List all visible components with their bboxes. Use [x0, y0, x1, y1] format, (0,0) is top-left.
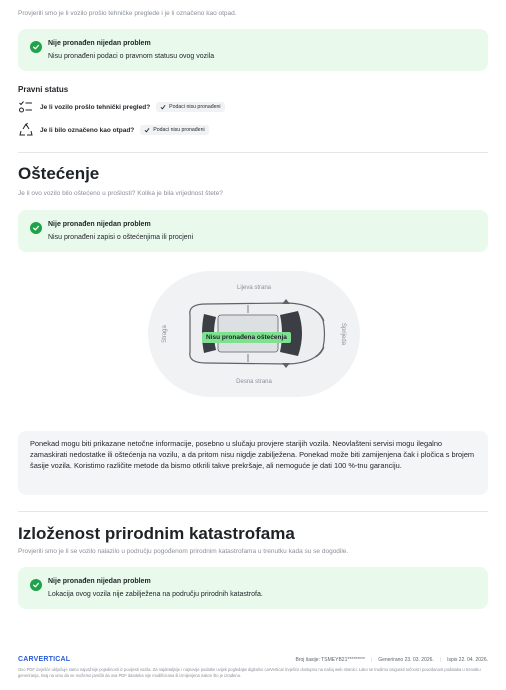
disasters-ok-box	[18, 567, 488, 609]
disasters-intro: Provjerili smo je li se vozilo nalazilo u području pogođenom prirodnim katastrofama u trenutku kada su se dogodile.	[18, 548, 349, 555]
damage-title: Oštećenje	[18, 164, 100, 183]
ok-subtitle: Nisu pronađeni zapisi o oštećenjima ili procjeni	[48, 234, 194, 241]
check-icon	[144, 127, 150, 133]
brand-logo: CARVERTICAL	[18, 656, 71, 663]
recycle-icon	[18, 122, 34, 138]
footer-generated: Generirano 23. 03. 2026.	[378, 657, 434, 663]
section-divider	[18, 511, 488, 512]
status-badge-label: Podaci nisu pronađeni	[153, 127, 205, 133]
check-circle-icon	[30, 579, 42, 591]
ok-title: Nije pronađen nijedan problem	[48, 40, 151, 47]
ok-title: Nije pronađen nijedan problem	[48, 578, 151, 585]
checklist-icon	[18, 99, 34, 115]
diagram-front: Sprijeda	[340, 322, 346, 345]
section-divider	[18, 152, 488, 153]
footer-vin: Broj šasije: TSMEYB21*********	[295, 657, 365, 663]
footer-separator: |	[370, 657, 373, 663]
footer-printed: Ispis 22. 04. 2026.	[447, 657, 488, 663]
check-circle-icon	[30, 41, 42, 53]
damage-ok-box	[18, 210, 488, 252]
status-badge	[156, 102, 224, 112]
disasters-title: Izloženost prirodnim katastrofama	[18, 524, 295, 543]
legal-row-inspection	[18, 99, 225, 115]
ok-subtitle: Nisu pronađeni podaci o pravnom statusu ovog vozila	[48, 53, 215, 60]
legal-status-ok-box	[18, 29, 488, 71]
no-damage-badge: Nisu pronađena oštećenja	[202, 332, 291, 343]
legal-status-heading: Pravni status	[18, 85, 69, 94]
status-badge	[140, 125, 208, 135]
status-badge-label: Podaci nisu pronađeni	[169, 104, 221, 110]
check-circle-icon	[30, 222, 42, 234]
damage-disclaimer: Ponekad mogu biti prikazane netočne informacije, posebno u slučaju provjere starijih vozila. Neovlašteni servisi mogu ilegalno zamaskirati nedostatke ili oštećenja na vozilu, a da pritom nisu nigdje zabilježena. Ponekad može biti zamijenjena čak i pločica s brojem šasije vozila. Koristimo različite metode da bismo otkrili takve prekršaje, ali nemoguće je dati 100 %-tnu garanciju.	[18, 431, 488, 495]
diagram-rear: Straga	[162, 325, 168, 343]
diagram-right-side: Desna strana	[236, 379, 272, 385]
check-icon	[160, 104, 166, 110]
ok-subtitle: Lokacija ovog vozila nije zabilježena na području prirodnih katastrofa.	[48, 591, 263, 598]
legal-intro: Provjerili smo je li vozilo prošlo tehničke preglede i je li označeno kao otpad.	[18, 10, 237, 17]
legal-row-scrap	[18, 122, 209, 138]
diagram-left-side: Lijeva strana	[236, 285, 272, 291]
footer-meta	[296, 657, 489, 663]
ok-title: Nije pronađen nijedan problem	[48, 221, 151, 228]
footer-legal: Ovo PDF izvješće uključuje samo najvažnije pojedinosti iz povijesti vozila. Za najdetaljnije i najnovije podatke uvijek pogledajte digitalno carVertical izvješće dostupno na našoj web stranici. Lako se trudimo osigurati točnost i pouzdanost podataka u trenutku generiranja, imaj na umu da ne možemo jamčiti da ova PDF datoteka nije modificirana ili izmijenjena nakon što je izrađena.	[18, 667, 481, 678]
damage-intro: Je li ovo vozilo bilo oštećeno u prošlosti? Kolika je bila vrijednost štete?	[18, 190, 223, 197]
legal-question: Je li bilo označeno kao otpad?	[40, 126, 135, 134]
damage-diagram	[148, 271, 360, 397]
footer-separator: |	[439, 657, 442, 663]
legal-question: Je li vozilo prošlo tehnički pregled?	[40, 103, 151, 111]
